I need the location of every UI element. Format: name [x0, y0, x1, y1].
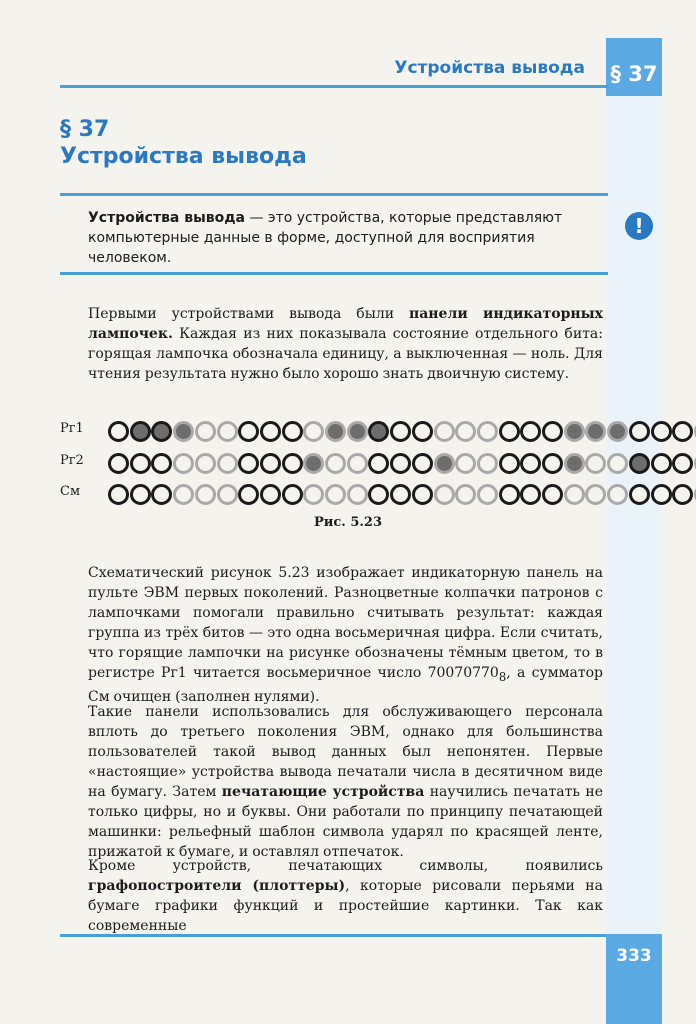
lamp-off: [347, 484, 368, 505]
lamp-off: [412, 484, 433, 505]
lamp-off: [455, 453, 476, 474]
lamp-off: [325, 453, 346, 474]
lamp-off: [282, 421, 303, 442]
paragraph-1: [88, 304, 603, 384]
paragraph-3-text-c: научились печатать не только цифры, но и буквы. Они работали по принципу печатающей машинки: рельефный шаблон символа ударял по красящей ленте, прижатой к бумаге, и оставлял отпечаток.: [88, 784, 603, 860]
lamp-off: [368, 484, 389, 505]
lamp-off: [390, 453, 411, 474]
lamp-off: [303, 484, 324, 505]
definition-bottom-rule: [60, 272, 608, 275]
section-number: § 37: [60, 117, 110, 142]
lamp-off: [130, 453, 151, 474]
paragraph-1-bold: панели индикаторных лампочек.: [88, 306, 603, 342]
lamp-off: [520, 484, 541, 505]
lamp-off: [238, 453, 259, 474]
lamp-off: [195, 421, 216, 442]
lamp-off: [195, 484, 216, 505]
lamp-off: [412, 421, 433, 442]
paragraph-4: [88, 856, 603, 936]
lamp-off: [260, 421, 281, 442]
lamp-off: [412, 453, 433, 474]
lamp-off: [651, 421, 672, 442]
lamp-on: [585, 421, 606, 442]
lamp-off: [238, 484, 259, 505]
lamp-off: [542, 421, 563, 442]
lamp-off: [499, 421, 520, 442]
lamp-off: [390, 421, 411, 442]
lamp-off: [477, 484, 498, 505]
paragraph-3: [88, 702, 603, 862]
figure-caption: Рис. 5.23: [313, 515, 383, 530]
definition-text: — это устройства, которые представляют компьютерные данные в форме, доступной для восприятия человеком.: [88, 210, 563, 266]
lamp-off: [325, 484, 346, 505]
lamp-off: [477, 453, 498, 474]
paragraph-2: [88, 563, 603, 707]
lamp-on: [130, 421, 151, 442]
lamp-off: [499, 484, 520, 505]
lamp-off: [585, 453, 606, 474]
lamp-off: [672, 421, 693, 442]
definition-top-rule: [60, 193, 608, 196]
paragraph-2-text-b: , а сумматор См очищен (заполнен нулями).: [88, 665, 603, 705]
lamp-off: [455, 484, 476, 505]
lamp-on: [173, 421, 194, 442]
lamp-on: [564, 421, 585, 442]
lamp-off: [173, 453, 194, 474]
lamp-off: [390, 484, 411, 505]
lamp-off: [238, 421, 259, 442]
lamp-on: [564, 453, 585, 474]
section-title: Устройства вывода: [60, 144, 307, 169]
octal-subscript: 8: [498, 669, 507, 684]
lamp-off: [151, 484, 172, 505]
register-label: См: [60, 484, 81, 499]
lamp-off: [282, 453, 303, 474]
paragraph-3-text-a: Такие панели использовались для обслуживающего персонала вплоть до третьего поколения ЭВМ, однако для большинства пользователей такой вывод данных был непонятен. Первые «настоящие» устройства вывода печатали числа в десятичном виде на бумагу. Затем: [88, 704, 603, 800]
footer-rule: [60, 934, 608, 937]
paragraph-2-text-a: Схематический рисунок 5.23 изображает индикаторную панель на пульте ЭВМ первых поколений. Разноцветные колпачки патронов с лампочками помогали правильно считывать результат: каждая группа из трёх битов — это одна восьмеричная цифра. Если считать, что горящие лампочки на рисунке обозначены тёмным цветом, то в регистре Рг1 читается восьмеричное число 70070770: [88, 565, 603, 681]
register-row-3: [60, 483, 620, 507]
section-tab: § 37: [606, 38, 662, 96]
lamp-on: [434, 453, 455, 474]
lamp-off: [455, 421, 476, 442]
lamp-off: [607, 484, 628, 505]
lamp-on: [607, 421, 628, 442]
paragraph-4-text-a: Кроме устройств, печатающих символы, появились: [88, 858, 603, 874]
lamp-on: [368, 421, 389, 442]
lamp-off: [303, 421, 324, 442]
lamp-on: [303, 453, 324, 474]
lamp-off: [564, 484, 585, 505]
lamp-off: [173, 484, 194, 505]
paragraph-3-bold: печатающие устройства: [221, 784, 425, 800]
lamp-off: [477, 421, 498, 442]
lamp-on: [151, 421, 172, 442]
lamp-off: [542, 453, 563, 474]
lamp-off: [651, 453, 672, 474]
lamp-off: [108, 421, 129, 442]
paragraph-4-bold: графопостроители (плоттеры): [88, 878, 346, 894]
lamp-off: [368, 453, 389, 474]
lamp-off: [260, 484, 281, 505]
lamp-off: [151, 453, 172, 474]
lamp-off: [520, 453, 541, 474]
paragraph-1-text-a: Первыми устройствами вывода были: [88, 306, 409, 322]
lamp-off: [282, 484, 303, 505]
paragraph-4-text-c: , которые рисовали перьями на бумаге графики функций и простейшие картинки. Так как современные: [88, 878, 603, 934]
lamp-off: [260, 453, 281, 474]
header-rule: [60, 85, 608, 88]
lamp-off: [585, 484, 606, 505]
lamp-off: [499, 453, 520, 474]
lamp-off: [672, 484, 693, 505]
lamp-off: [108, 453, 129, 474]
register-label: Рг1: [60, 421, 84, 436]
lamp-off: [672, 453, 693, 474]
lamp-off: [217, 453, 238, 474]
lamp-off: [217, 484, 238, 505]
lamp-off: [434, 484, 455, 505]
lamp-off: [651, 484, 672, 505]
lamp-off: [542, 484, 563, 505]
lamp-off: [347, 453, 368, 474]
paragraph-1-text-c: Каждая из них показывала состояние отдельного бита: горящая лампочка обозначала единицу, а выключенная — ноль. Для чтения результата нужно было хорошо знать двоичную систему.: [88, 326, 603, 382]
lamp-off: [520, 421, 541, 442]
lamp-off: [130, 484, 151, 505]
lamp-off: [607, 453, 628, 474]
running-header-title: Устройства вывода: [394, 58, 585, 78]
lamp-on: [325, 421, 346, 442]
register-row-2: [60, 452, 620, 476]
lamp-off: [434, 421, 455, 442]
lamp-off: [629, 484, 650, 505]
lamp-on: [629, 453, 650, 474]
lamp-off: [217, 421, 238, 442]
lamp-off: [629, 421, 650, 442]
register-label: Рг2: [60, 453, 84, 468]
lamp-off: [195, 453, 216, 474]
definition-term: Устройства вывода: [88, 210, 246, 226]
lamp-on: [347, 421, 368, 442]
page-number: 333: [606, 934, 662, 1024]
register-row-1: [60, 420, 620, 444]
definition-box: [88, 208, 608, 268]
lamp-off: [108, 484, 129, 505]
exclamation-icon: !: [625, 212, 653, 240]
